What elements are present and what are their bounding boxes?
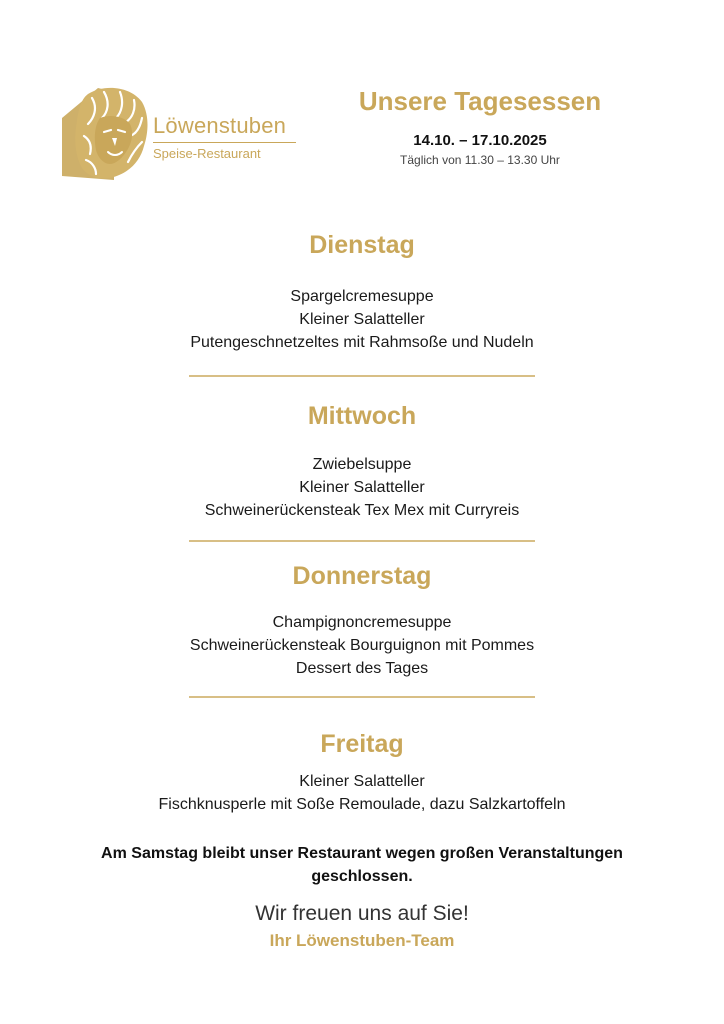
- closing-greeting: Wir freuen uns auf Sie!: [255, 902, 469, 925]
- day-section-freitag: [0, 728, 724, 816]
- menu-header: [335, 84, 625, 168]
- day-section-dienstag: [0, 229, 724, 354]
- team-signature: Ihr Löwenstuben-Team: [269, 931, 455, 950]
- dish-item: Kleiner Salatteller: [299, 479, 425, 496]
- closure-notice: Am Samstag bleibt unser Restaurant wegen großen Veranstaltungen geschlossen.: [101, 845, 623, 885]
- dish-list: [0, 611, 724, 680]
- page-title: Unsere Tagesessen: [358, 86, 602, 116]
- section-divider: [189, 696, 535, 698]
- dish-item: Dessert des Tages: [295, 660, 429, 677]
- dish-item: Zwiebelsuppe: [312, 456, 412, 473]
- lion-icon: [58, 84, 148, 180]
- dish-item: Fischknusperle mit Soße Remoulade, dazu Salzkartoffeln: [158, 796, 566, 813]
- dish-item: Kleiner Salatteller: [299, 773, 425, 790]
- dish-item: Schweinerückensteak Tex Mex mit Curryreis: [204, 502, 520, 519]
- dish-list: [0, 285, 724, 354]
- section-divider: [189, 540, 535, 542]
- day-section-donnerstag: [0, 560, 724, 680]
- serving-hours: Täglich von 11.30 – 13.30 Uhr: [400, 153, 560, 167]
- dish-item: Spargelcremesuppe: [290, 288, 434, 305]
- date-range: 14.10. – 17.10.2025: [413, 132, 547, 149]
- day-title: Freitag: [320, 730, 404, 758]
- dish-list: [0, 453, 724, 522]
- dish-item: Schweinerückensteak Bourguignon mit Pommes: [189, 637, 535, 654]
- logo-divider: [153, 142, 296, 143]
- day-section-mittwoch: [0, 400, 724, 522]
- dish-item: Kleiner Salatteller: [299, 311, 425, 328]
- dish-item: Putengeschnetzeltes mit Rahmsoße und Nudeln: [190, 334, 534, 351]
- dish-item: Champignoncremesuppe: [272, 614, 452, 631]
- day-title: Dienstag: [309, 231, 415, 259]
- dish-list: [0, 770, 724, 816]
- logo-subtitle: Speise-Restaurant: [153, 146, 261, 161]
- day-title: Mittwoch: [307, 402, 417, 430]
- restaurant-logo: [58, 84, 303, 180]
- logo-name: Löwenstuben: [153, 113, 287, 138]
- day-title: Donnerstag: [292, 562, 432, 590]
- section-divider: [189, 375, 535, 377]
- closing-block: [0, 900, 724, 953]
